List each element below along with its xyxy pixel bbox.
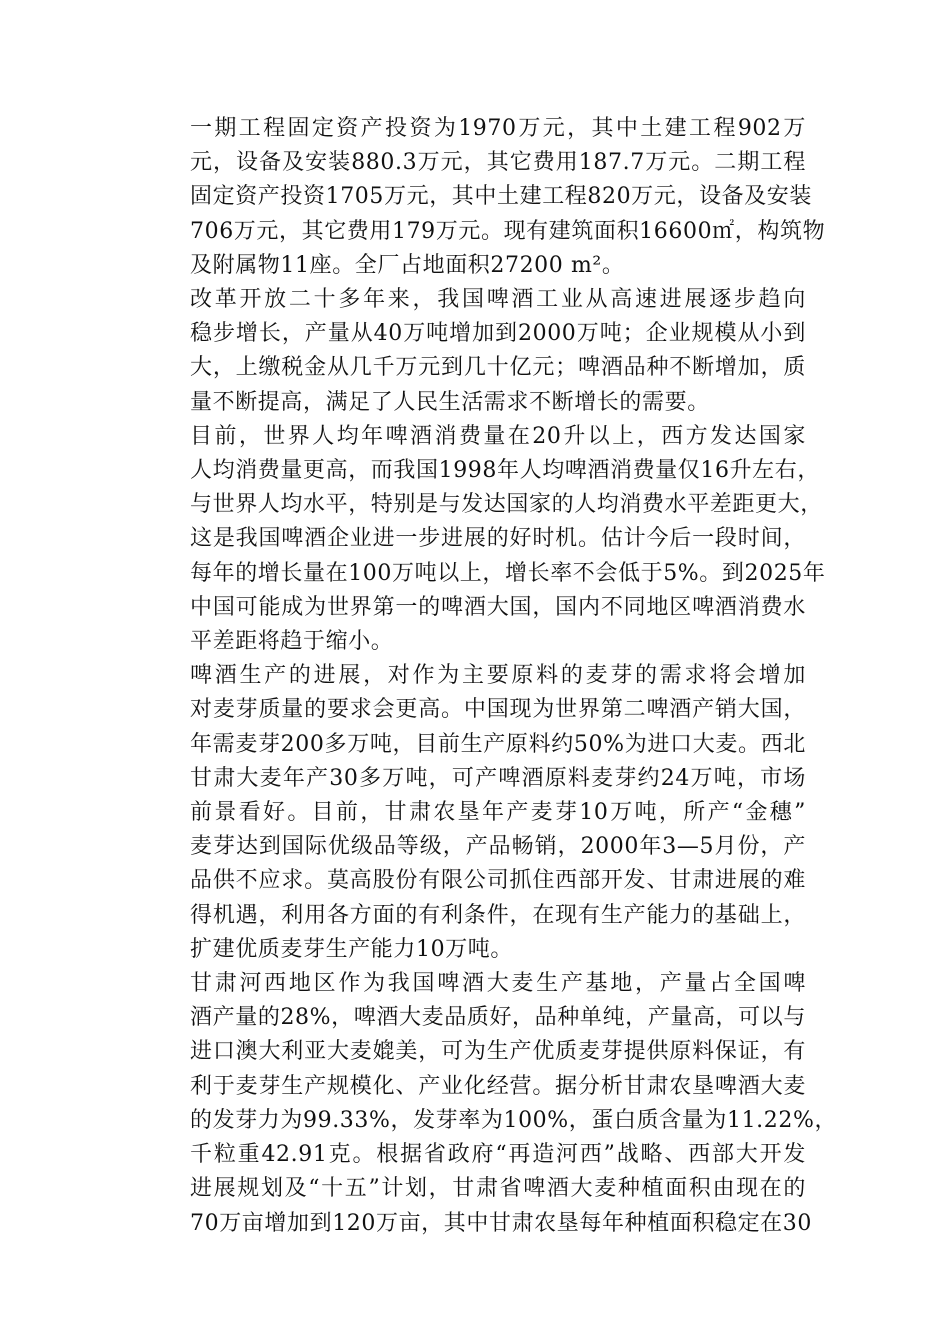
text-line: 进口澳大利亚大麦媲美，可为生产优质麦芽提供原料保证，有 bbox=[190, 1039, 806, 1065]
text-line: 麦芽达到国际优级品等级，产品畅销，2000年3—5月份，产 bbox=[190, 834, 806, 860]
paragraph-consumption bbox=[146, 420, 826, 659]
paragraph-malt-demand bbox=[146, 659, 806, 967]
text-line: 啤酒生产的进展，对作为主要原料的麦芽的需求将会增加 bbox=[190, 663, 806, 689]
text-line: 固定资产投资1705万元，其中土建工程820万元，设备及安装 bbox=[190, 184, 812, 210]
text-line: 大，上缴税金从几千万元到几十亿元；啤酒品种不断增加，质 bbox=[190, 355, 806, 381]
text-line: 706万元，其它费用179万元。现有建筑面积16600㎡，构筑物 bbox=[190, 218, 826, 244]
text-line: 的发芽力为99.33%，发芽率为100%，蛋白质含量为11.22%， bbox=[190, 1107, 838, 1133]
text-line: 前景看好。目前，甘肃农垦年产麦芽10万吨，所产“金穗” bbox=[190, 800, 806, 826]
paragraph-industry-growth bbox=[146, 283, 806, 420]
text-line: 及附属物11座。全厂占地面积27200 m²。 bbox=[190, 252, 625, 278]
text-line: 年需麦芽200多万吨，目前生产原料约50%为进口大麦。西北 bbox=[190, 731, 806, 757]
paragraph-investment bbox=[146, 112, 826, 283]
text-line: 稳步增长，产量从40万吨增加到2000万吨；企业规模从小到 bbox=[190, 321, 806, 347]
text-line: 扩建优质麦芽生产能力10万吨。 bbox=[190, 936, 513, 962]
text-line: 这是我国啤酒企业进一步进展的好时机。估计今后一段时间， bbox=[190, 526, 806, 552]
paragraph-hexi-barley bbox=[146, 967, 838, 1241]
text-line: 元，设备及安装880.3万元，其它费用187.7万元。二期工程 bbox=[190, 150, 806, 176]
text-line: 目前，世界人均年啤酒消费量在20升以上，西方发达国家 bbox=[190, 423, 806, 449]
text-line: 人均消费量更高，而我国1998年人均啤酒消费量仅16升左右， bbox=[190, 458, 820, 484]
text-line: 甘肃河西地区作为我国啤酒大麦生产基地，产量占全国啤 bbox=[190, 971, 806, 997]
text-line: 量不断提高，满足了人民生活需求不断增长的需要。 bbox=[190, 389, 710, 415]
text-line: 酒产量的28%，啤酒大麦品质好，品种单纯，产量高，可以与 bbox=[190, 1005, 806, 1031]
text-line: 千粒重42.91克。根据省政府“再造河西”战略、西部大开发 bbox=[190, 1142, 806, 1168]
text-line: 得机遇，利用各方面的有利条件，在现有生产能力的基础上， bbox=[190, 902, 806, 928]
text-line: 进展规划及“十五”计划，甘肃省啤酒大麦种植面积由现在的 bbox=[190, 1176, 806, 1202]
text-line: 每年的增长量在100万吨以上，增长率不会低于5%。到2025年 bbox=[190, 560, 826, 586]
text-line: 品供不应求。莫高股份有限公司抓住西部开发、甘肃进展的难 bbox=[190, 868, 806, 894]
document-body bbox=[146, 112, 838, 1241]
text-line: 一期工程固定资产投资为1970万元，其中土建工程902万 bbox=[190, 116, 806, 141]
text-line: 70万亩增加到120万亩，其中甘肃农垦每年种植面积稳定在30 bbox=[190, 1210, 812, 1236]
text-line: 利于麦芽生产规模化、产业化经营。据分析甘肃农垦啤酒大麦 bbox=[190, 1073, 806, 1099]
text-line: 与世界人均水平，特别是与发达国家的人均消费水平差距更大， bbox=[190, 492, 823, 518]
text-line: 甘肃大麦年产30多万吨，可产啤酒原料麦芽约24万吨，市场 bbox=[190, 765, 806, 791]
text-line: 改革开放二十多年来，我国啤酒工业从高速进展逐步趋向 bbox=[190, 287, 806, 313]
text-line: 对麦芽质量的要求会更高。中国现为世界第二啤酒产销大国， bbox=[190, 697, 806, 723]
text-line: 平差距将趋于缩小。 bbox=[190, 629, 394, 655]
text-line: 中国可能成为世界第一的啤酒大国，国内不同地区啤酒消费水 bbox=[190, 594, 806, 620]
